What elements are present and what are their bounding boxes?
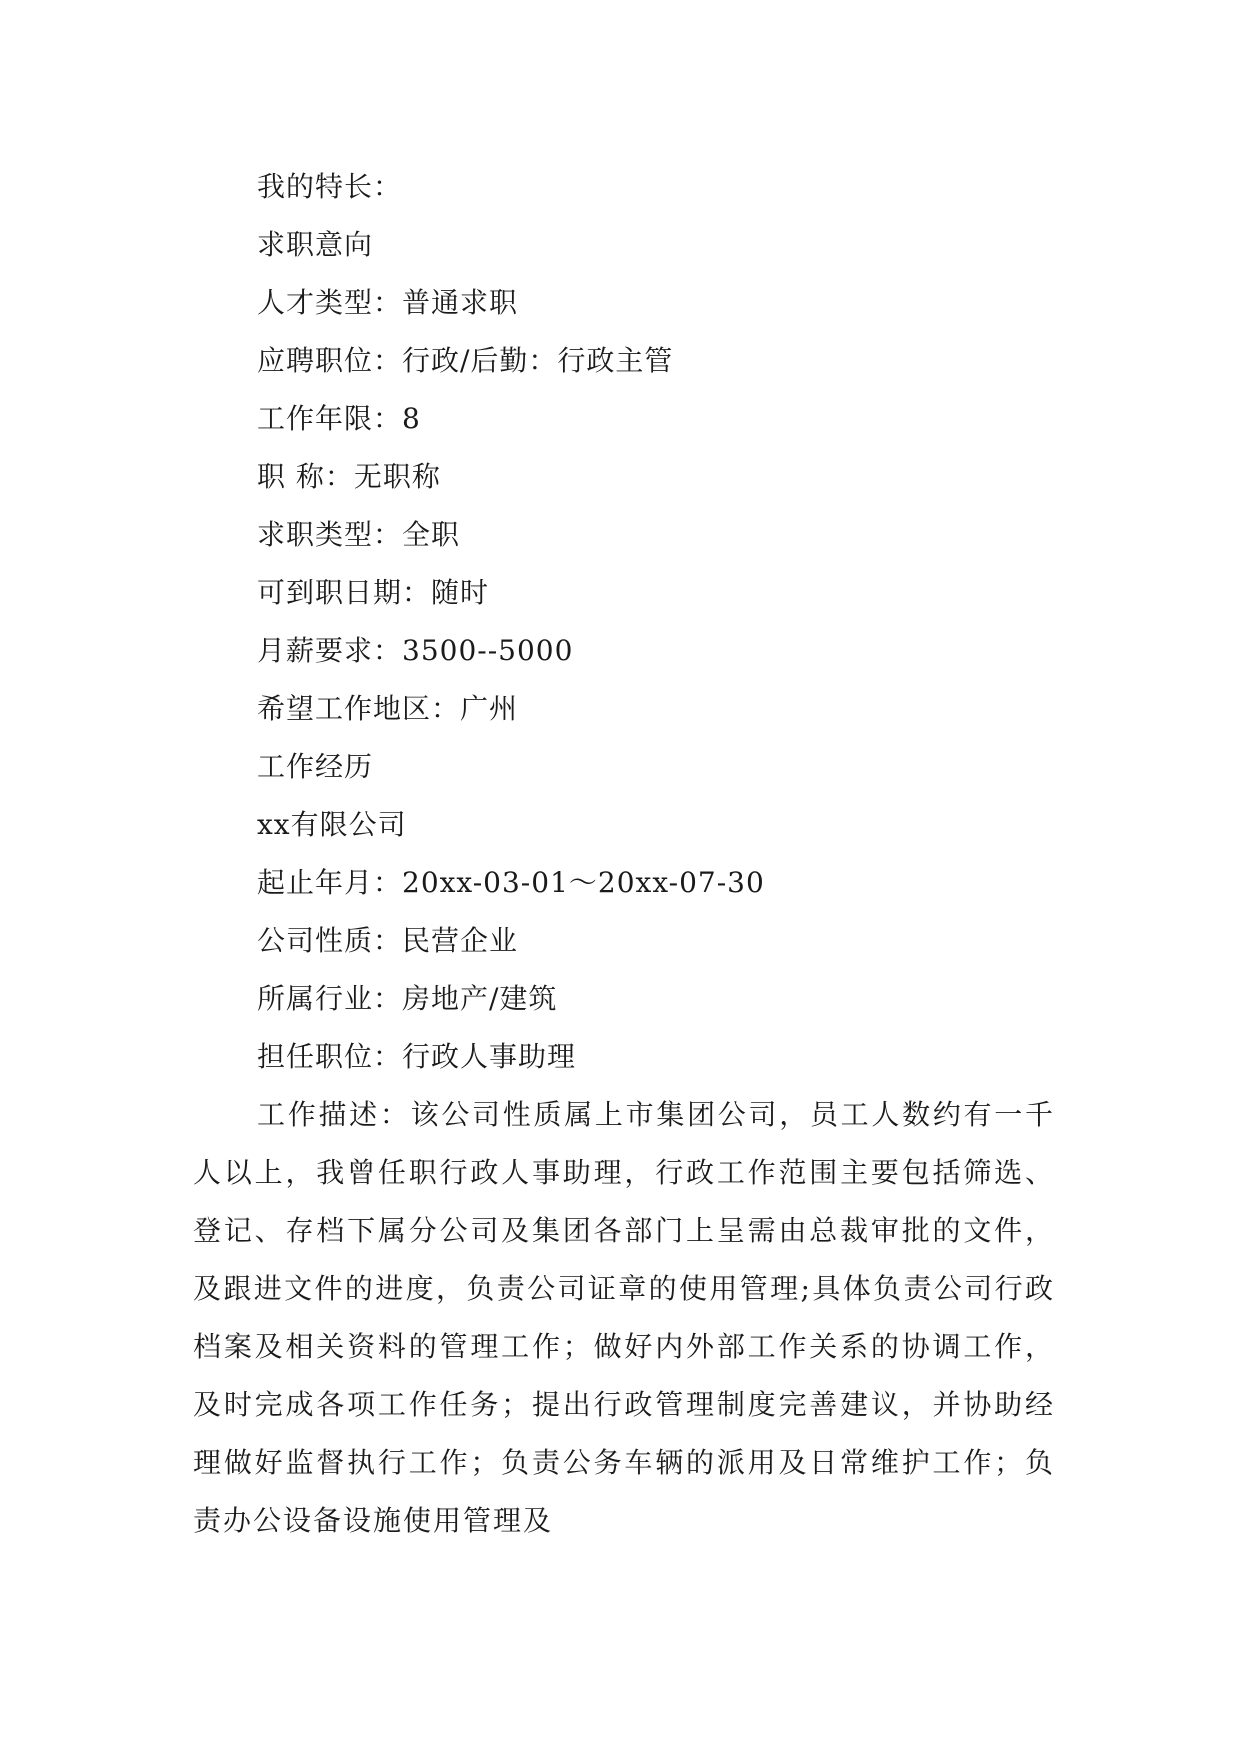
work-region-line: 希望工作地区：广州 <box>257 692 519 725</box>
job-type-line: 求职类型：全职 <box>257 518 461 551</box>
start-date-line: 可到职日期：随时 <box>257 576 490 609</box>
job-intention-heading: 求职意向 <box>257 228 374 261</box>
job-title-line: 职 称：无职称 <box>257 460 441 493</box>
company-nature-line: 公司性质：民营企业 <box>257 924 519 957</box>
work-years-line: 工作年限：8 <box>257 402 421 435</box>
specialty-line: 我的特长： <box>257 170 403 203</box>
talent-type-line: 人才类型：普通求职 <box>257 286 519 319</box>
work-description-paragraph: 工作描述：该公司性质属上市集团公司，员工人数约有一千人以上，我曾任职行政人事助理，行政工作范围主要包括筛选、登记、存档下属分公司及集团各部门上呈需由总裁审批的文件，及跟进文件的进度，负责公司证章的使用管理;具体负责公司行政档案及相关资料的管理工作；做好内外部工作关系的协调工作，及时完成各项工作任务；提出行政管理制度完善建议，并协助经理做好监督执行工作；负责公务车辆的派用及日常维护工作；负责办公设备设施使用管理及 <box>193 1098 1055 1537</box>
industry-line: 所属行业：房地产/建筑 <box>257 982 558 1015</box>
company-name-line: xx有限公司 <box>257 808 407 841</box>
resume-content <box>193 158 1055 1550</box>
position-held-line: 担任职位：行政人事助理 <box>257 1040 577 1073</box>
applied-position-line: 应聘职位：行政/后勤：行政主管 <box>257 344 674 377</box>
employment-period-line: 起止年月：20xx-03-01～20xx-07-30 <box>257 866 765 899</box>
salary-line: 月薪要求：3500--5000 <box>257 634 574 667</box>
work-experience-heading: 工作经历 <box>257 750 374 783</box>
